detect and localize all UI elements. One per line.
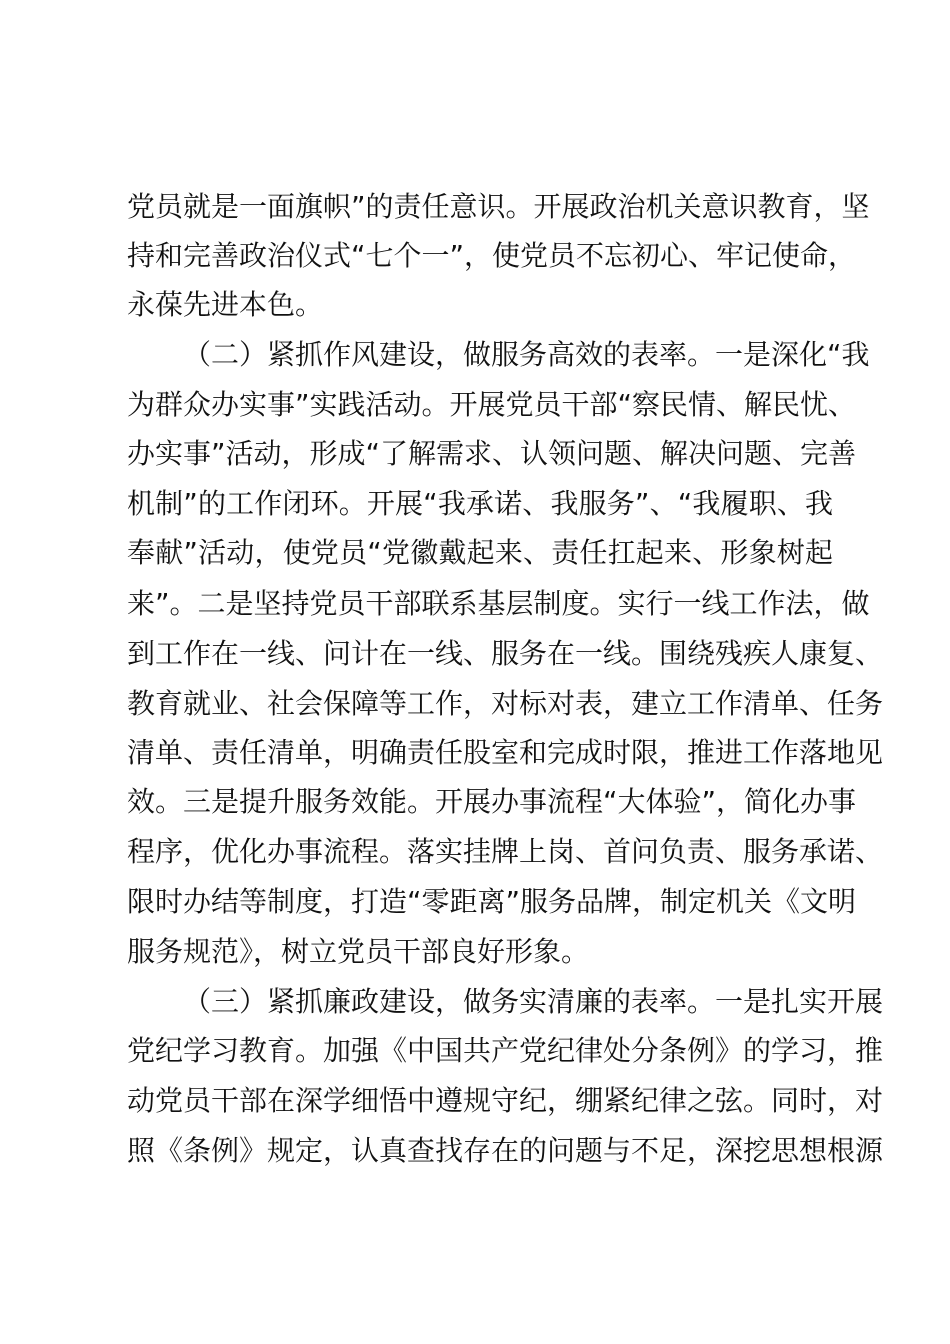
- text-line: 效。三是提升服务效能。开展办事流程“大体验”，简化办事: [127, 785, 857, 818]
- text-line: 来”。二是坚持党员干部联系基层制度。实行一线工作法，做: [127, 587, 870, 620]
- text-line: 党员就是一面旗帜”的责任意识。开展政治机关意识教育，坚: [127, 190, 870, 223]
- text-line: 程序，优化办事流程。落实挂牌上岗、首问负责、服务承诺、: [127, 835, 884, 868]
- text-line: 党纪学习教育。加强《中国共产党纪律处分条例》的学习，推: [127, 1034, 884, 1067]
- text-line: 教育就业、社会保障等工作，对标对表，建立工作清单、任务: [127, 687, 884, 720]
- text-line: 照《条例》规定，认真查找存在的问题与不足，深挖思想根源: [127, 1134, 884, 1167]
- text-line: 奉献”活动，使党员“党徽戴起来、责任扛起来、形象树起: [127, 536, 833, 569]
- paragraph-heading-line: （二）紧抓作风建设，做服务高效的表率。一是深化“我: [183, 338, 870, 371]
- paragraph-heading-line: （三）紧抓廉政建设，做务实清廉的表率。一是扎实开展: [183, 985, 884, 1018]
- text-line: 限时办结等制度，打造“零距离”服务品牌，制定机关《文明: [127, 885, 857, 918]
- text-line: 到工作在一线、问计在一线、服务在一线。围绕残疾人康复、: [127, 637, 884, 670]
- text-line: 为群众办实事”实践活动。开展党员干部“察民情、解民忧、: [127, 388, 857, 421]
- text-line: 永葆先进本色。: [127, 288, 324, 321]
- text-line: 办实事”活动，形成“了解需求、认领问题、解决问题、完善: [127, 437, 857, 470]
- text-line: 持和完善政治仪式“七个一”，使党员不忘初心、牢记使命，: [127, 239, 857, 272]
- text-line: 服务规范》，树立党员干部良好形象。: [127, 935, 590, 968]
- text-line: 机制”的工作闭环。开展“我承诺、我服务”、“我履职、我: [127, 487, 833, 520]
- text-line: 动党员干部在深学细悟中遵规守纪，绷紧纪律之弦。同时，对: [127, 1084, 884, 1117]
- text-line: 清单、责任清单，明确责任股室和完成时限，推进工作落地见: [127, 736, 884, 769]
